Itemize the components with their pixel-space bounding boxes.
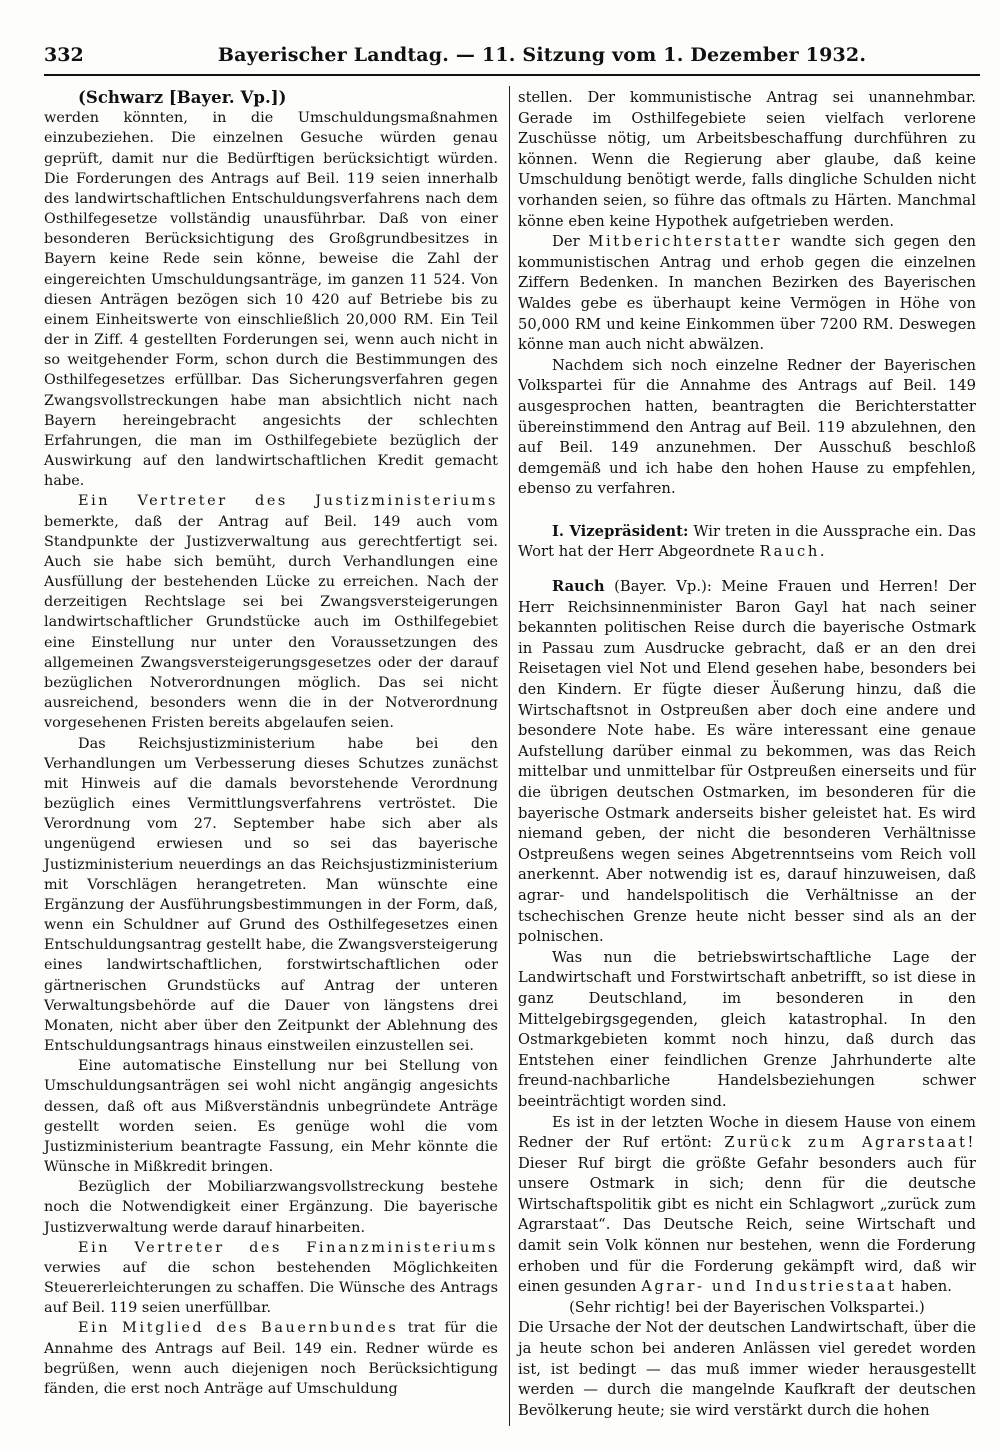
paragraph-text: . <box>819 543 825 561</box>
paragraph-text: haben. <box>896 1278 952 1296</box>
paragraph: stellen. Der kommunistische Antrag sei unannehmbar. Gerade im Osthilfegebiete seien vielfach verlorene Zuschüsse nötig, um Arbeitsbeschaffung durchführen zu können. Wenn die Regierung aber glaube, daß keine Umschuldung benötigt werde, falls dingliche Schulden nicht vorhanden seien, so führe das oftmals zu Härten. Manchmal könne eben keine Hypothek aufgetrieben werden. <box>518 89 976 230</box>
spaced-text: Zurück zum Agrarstaat! <box>724 1134 976 1152</box>
header-rule <box>44 74 980 76</box>
right-column <box>518 88 976 1421</box>
paragraph: Nachdem sich noch einzelne Redner der Bayerischen Volkspartei für die Annahme des Antrags auf Beil. 149 ausgesprochen hatten, beantragten die Berichterstatter übereinstimmend den Antrag auf Beil. 119 abzulehnen, den auf Beil. 149 anzunehmen. Der Ausschuß beschloß demgemäß und ich habe den hohen Hause zu empfehlen, ebenso zu verfahren. <box>518 356 976 498</box>
paragraph: Was nun die betriebswirtschaftliche Lage der Landwirtschaft und Forstwirtschaft anbetrifft, so ist diese in ganz Deutschland, im besonderen in den Mittelgebirgsgegenden, gleich katastrophal. In den Ostmarkgebieten kommt noch hinzu, daß durch das Entstehen einer feindlichen Grenze Jahrhunderte alte freund-nachbarliche Handelsbeziehungen schwer beeinträchtigt worden sind. <box>518 948 976 1110</box>
interjection: (Sehr richtig! bei der Bayerischen Volkspartei.) <box>569 1298 925 1316</box>
spaced-text: Ein Vertreter des Finanzministeriums <box>78 1239 498 1256</box>
paragraph <box>518 1113 976 1298</box>
speaker-name: I. Vizepräsident: <box>552 522 689 540</box>
page-header <box>44 44 980 74</box>
spaced-text: Ein Mitglied des Bauernbundes <box>78 1320 399 1337</box>
paragraph: Die Ursache der Not der deutschen Landwirtschaft, über die ja heute schon bei anderen Anlässen viel geredet worden ist, ist bedingt — das muß immer wieder herausgestellt werden — durch die mangelnde Kaufkraft der deutschen Bevölkerung heute; sie wird verstärkt durch die hohen <box>518 1319 976 1419</box>
paragraph-text: Der <box>552 233 589 251</box>
spaced-text: Rauch <box>759 543 820 561</box>
spaced-text: Ein Vertreter des Justizministeriums <box>78 493 498 510</box>
speaker-name: Rauch <box>552 578 605 596</box>
paragraph-gap <box>518 563 976 577</box>
paragraph <box>44 491 498 733</box>
paragraph: Das Reichsjustizministerium habe bei den Verhandlungen um Verbesserung dieses Schutzes zunächst mit Hinweis auf die damals bevorstehende Verordnung bezüglich eines Vermittlungsverfahrens vertröstet. Die Verordnung vom 27. September habe sich aber als ungenügend erwiesen und so sei das bayerische Justizministerium neuerdings an das Reichsjustizministerium mit Vorschlägen herangetreten. Man wünschte eine Ergänzung der Ausführungsbestimmungen in der Form, daß, wenn ein Schuldner auf Grund des Osthilfegesetzes einen Entschuldungsantrag gestellt habe, die Zwangsversteigerung eines landwirtschaftlichen, forstwirtschaftlichen oder gärtnerischen Grundstücks auf Antrag der unteren Verwaltungsbehörde auf die Dauer von längstens drei Monaten, nicht aber über den Zeitpunkt der Ablehnung des Entschuldungsantrags hinaus einstweilen einzustellen sei. <box>44 735 498 1055</box>
paragraph: Bezüglich der Mobiliarzwangsvollstreckung bestehe noch die Notwendigkeit einer Ergänzung. Die bayerische Justizverwaltung werde darauf hinarbeiten. <box>44 1179 498 1236</box>
paragraph <box>518 232 976 356</box>
spaced-text: Agrar- und Industriestaat <box>641 1278 897 1296</box>
speaker-continuation-head: (Schwarz [Bayer. Vp.]) <box>78 88 287 107</box>
page-number: 332 <box>44 44 84 66</box>
column-divider <box>509 86 510 1426</box>
paragraph <box>518 577 976 948</box>
paragraph-text: Meine Frauen und Herren! Der Herr Reichsinnenminister Baron Gayl hat nach seiner bekannten politischen Reise durch die bayerische Ostmark in Passau zum Ausdrucke gebracht, daß er an den drei Reisetagen viel Not und Elend gesehen habe, besonders bei den Kindern. Er fügte dieser Äußerung hinzu, daß die Wirtschaftsnot in Ostpreußen aber doch eine andere und besondere Note habe. Es wäre interessant eine genaue Aufstellung darüber einmal zu bekommen, was das Reich mittelbar und unmittelbar für Ostpreußen einerseits und für die übrigen deutschen Ostmarken, im besonderen für die bayerische Ostmark anderseits bisher geleistet hat. Es wird niemand geben, der nicht die besonderen Verhältnisse Ostpreußens wegen seines Abgetrenntseins vom Reich voll anerkennt. Aber notwendig ist es, darauf hinzuweisen, daß agrar- und handelspolitisch die Verhältnisse an der tschechischen Grenze heute nicht besser sind als an der polnischen. <box>518 578 976 946</box>
left-column <box>44 88 498 1399</box>
paragraph-text: Es ist in der letzten Woche in diesem Hause von einem Redner der Ruf ertönt: <box>518 1113 976 1152</box>
paragraph-text: Dieser Ruf birgt die größte Gefahr besonders auch für unsere Ostmark in sich; denn für die deutsche Wirtschaftspolitik gibt es nicht ein Schlagwort „zurück zum Agrarstaat“. Das Deutsche Reich, seine Wirtschaft und damit sein Volk können nur bestehen, wenn die Forderung erhoben und für die Forderung gekämpft wird, daß wir einen gesunden <box>518 1154 976 1296</box>
running-title: Bayerischer Landtag. — 11. Sitzung vom 1. Dezember 1932. <box>217 44 867 66</box>
speaker-party: (Bayer. Vp.): <box>604 578 722 596</box>
paragraph-text: wandte sich gegen den kommunistischen Antrag und erhob gegen die einzelnen Ziffern Bedenken. In manchen Bezirken des Bayerischen Waldes gebe es überhaupt keine Vermögen in Höhe von 50,000 RM und keine Einkommen über 7200 RM. Deswegen könne man auch nicht abwälzen. <box>518 233 976 354</box>
paragraph <box>518 522 976 563</box>
paragraph-text: bemerkte, daß der Antrag auf Beil. 149 auch vom Standpunkte der Justizverwaltung aus gerechtfertigt sei. Auch sie habe sich bemüht, durch Verhandlungen eine Ausfüllung der bestehenden Lücke zu erreichen. Nach der derzeitigen Rechtslage sei bei Zwangsversteigerungen landwirtschaftlicher Grundstücke auch im Osthilfegebiet eine Einstellung nur unter den Voraussetzungen des allgemeinen Zwangsversteigerungsgesetzes oder der darauf bezüglichen Notverordnungen möglich. Das sei nicht ausreichend, besonders wenn die in der Notverordnung vorgesehenen Fristen bereits abgelaufen seien. <box>44 513 498 732</box>
paragraph: Eine automatische Einstellung nur bei Stellung von Umschuldungsanträgen sei wohl nicht angängig angesichts dessen, daß oft aus Mißverständnis unbegründete Anträge gestellt worden seien. Es genüge wohl die vom Justizministerium beantragte Fassung, ein Mehr könnte die Wünsche in Mißkredit bringen. <box>44 1058 498 1176</box>
paragraph: werden könnten, in die Umschuldungsmaßnahmen einzubeziehen. Die einzelnen Gesuche würden genau geprüft, damit nur die Bedürftigen berücksichtigt würden. Die Forderungen des Antrags auf Beil. 119 seien innerhalb des landwirtschaftlichen Entschuldungsverfahrens nach dem Osthilfegesetze vollständig unausführbar. Daß von einer besonderen Berücksichtigung des Großgrundbesitzes in Bayern keine Rede sein könne, beweise die Zahl der eingereichten Umschuldungsanträge, im ganzen 11 524. Von diesen Anträgen bezögen sich 10 420 auf Betriebe bis zu einem Einheitswerte von einschließlich 20,000 RM. Ein Teil der in Ziff. 4 gestellten Forderungen sei, wenn auch nicht in so weitgehender Form, schon durch die Bestimmungen des Osthilfegesetzes erfüllbar. Das Sicherungsverfahren gegen Zwangsvollstreckungen habe man absichtlich nicht nach Bayern hereingebracht angesichts der schlechten Erfahrungen, die man im Osthilfegebiete bezüglich der Auswirkung auf den landwirtschaftlichen Kredit gemacht habe. <box>44 110 498 490</box>
paragraph-text: trat für die Annahme des Antrags auf Beil. 149 ein. Redner würde es begrüßen, wenn auch diejenigen noch Berücksichtigung fänden, die erst noch Anträge auf Umschuldung <box>44 1320 498 1397</box>
paragraph-text: Wir treten in die Aussprache ein. Das Wort hat der Herr Abgeordnete <box>518 522 976 561</box>
spaced-text: Mitberichterstatter <box>588 233 783 251</box>
paragraph-text: verwies auf die schon bestehenden Möglichkeiten Steuererleichterungen zu schaffen. Die Wünsche des Antrags auf Beil. 119 seien unerfüllbar. <box>44 1259 498 1317</box>
paragraph <box>44 1238 498 1319</box>
paragraph <box>44 1318 498 1399</box>
paragraph-gap <box>518 500 976 522</box>
